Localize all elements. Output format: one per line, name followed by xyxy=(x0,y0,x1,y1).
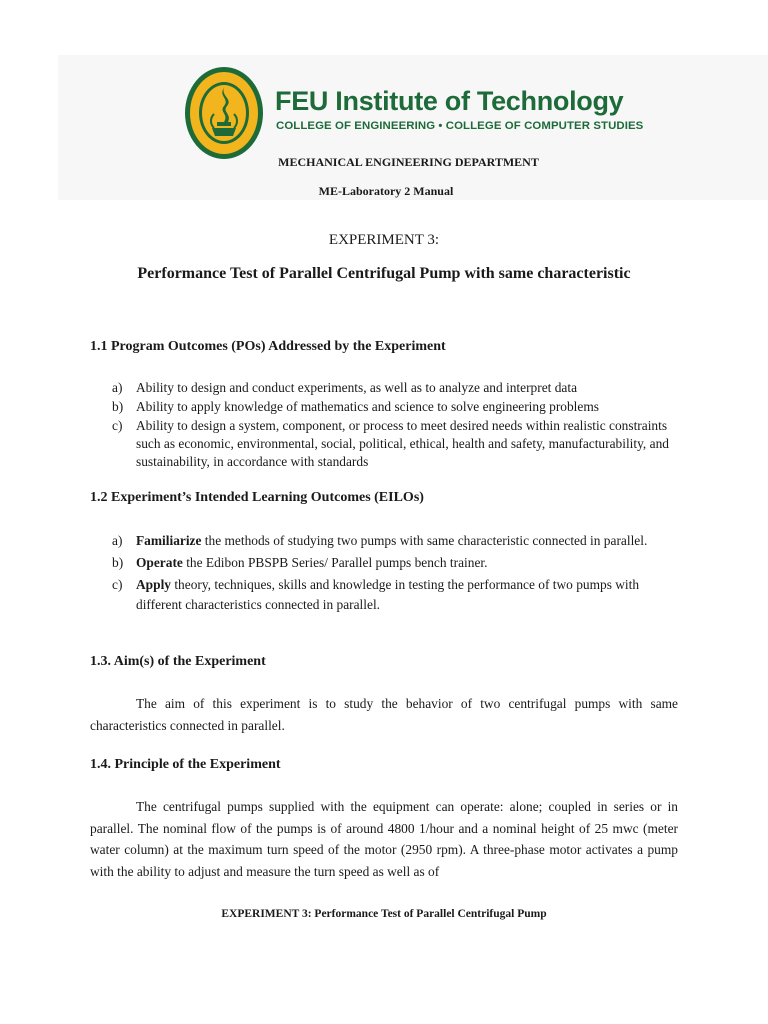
aim-text: The aim of this experiment is to study the behavior of two centrifugal pumps with same characteristics connected in parallel. xyxy=(90,696,678,733)
list-text: Ability to apply knowledge of mathematics and science to solve engineering problems xyxy=(136,399,599,414)
section-heading-eilos: 1.2 Experiment’s Intended Learning Outcomes (EILOs) xyxy=(90,490,424,505)
list-text: Ability to design a system, component, or process to meet desired needs within realistic constraints such as economic, environmental, social, political, ethical, health and safety, manufacturability, and sustainability, in accordance with standards xyxy=(136,418,669,469)
page-footer: EXPERIMENT 3: Performance Test of Parallel Centrifugal Pump xyxy=(221,908,547,920)
feu-seal-icon xyxy=(184,66,264,160)
colleges-line: COLLEGE OF ENGINEERING • COLLEGE OF COMPUTER STUDIES xyxy=(276,120,644,132)
section-heading-pos: 1.1 Program Outcomes (POs) Addressed by the Experiment xyxy=(90,339,446,354)
list-text: theory, techniques, skills and knowledge in testing the performance of two pumps with different characteristics connected in parallel. xyxy=(136,577,640,612)
section-heading-principle: 1.4. Principle of the Experiment xyxy=(90,757,281,772)
list-marker: a) xyxy=(112,380,123,395)
experiment-title: Performance Test of Parallel Centrifugal Pump with same characteristic xyxy=(137,265,631,282)
list-marker: b) xyxy=(112,399,124,414)
list-item xyxy=(112,398,682,416)
list-text: Ability to design and conduct experiments, as well as to analyze and interpret data xyxy=(136,380,578,395)
pos-list xyxy=(112,379,682,473)
list-item xyxy=(112,553,682,573)
list-keyword: Apply xyxy=(136,577,171,592)
aim-paragraph xyxy=(90,693,678,736)
list-keyword: Familiarize xyxy=(136,533,202,548)
principle-paragraph xyxy=(90,796,678,882)
list-marker: b) xyxy=(112,555,124,570)
list-item xyxy=(112,417,682,471)
institution-name: FEU Institute of Technology xyxy=(275,86,624,116)
department-name: MECHANICAL ENGINEERING DEPARTMENT xyxy=(278,155,539,169)
manual-title: ME-Laboratory 2 Manual xyxy=(318,184,454,198)
experiment-number: EXPERIMENT 3: xyxy=(328,232,440,248)
list-marker: a) xyxy=(112,533,123,548)
list-item xyxy=(112,379,682,397)
list-text: the methods of studying two pumps with same characteristic connected in parallel. xyxy=(201,533,648,548)
section-heading-aim: 1.3. Aim(s) of the Experiment xyxy=(90,654,266,669)
list-text: the Edibon PBSPB Series/ Parallel pumps bench trainer. xyxy=(182,555,488,570)
principle-text: The centrifugal pumps supplied with the equipment can operate: alone; coupled in series or in parallel. The nominal flow of the pumps is of around 4800 1/hour and a nominal height of 25 mwc (meter water column) at the maximum turn speed of the motor (2950 rpm). A three-phase motor activates a pump with the ability to adjust and measure the turn speed as well as of xyxy=(90,799,678,879)
list-marker: c) xyxy=(112,577,123,592)
list-item xyxy=(112,531,682,551)
list-item xyxy=(112,575,682,615)
list-keyword: Operate xyxy=(136,555,183,570)
list-marker: c) xyxy=(112,418,123,433)
eilos-list xyxy=(112,531,682,617)
